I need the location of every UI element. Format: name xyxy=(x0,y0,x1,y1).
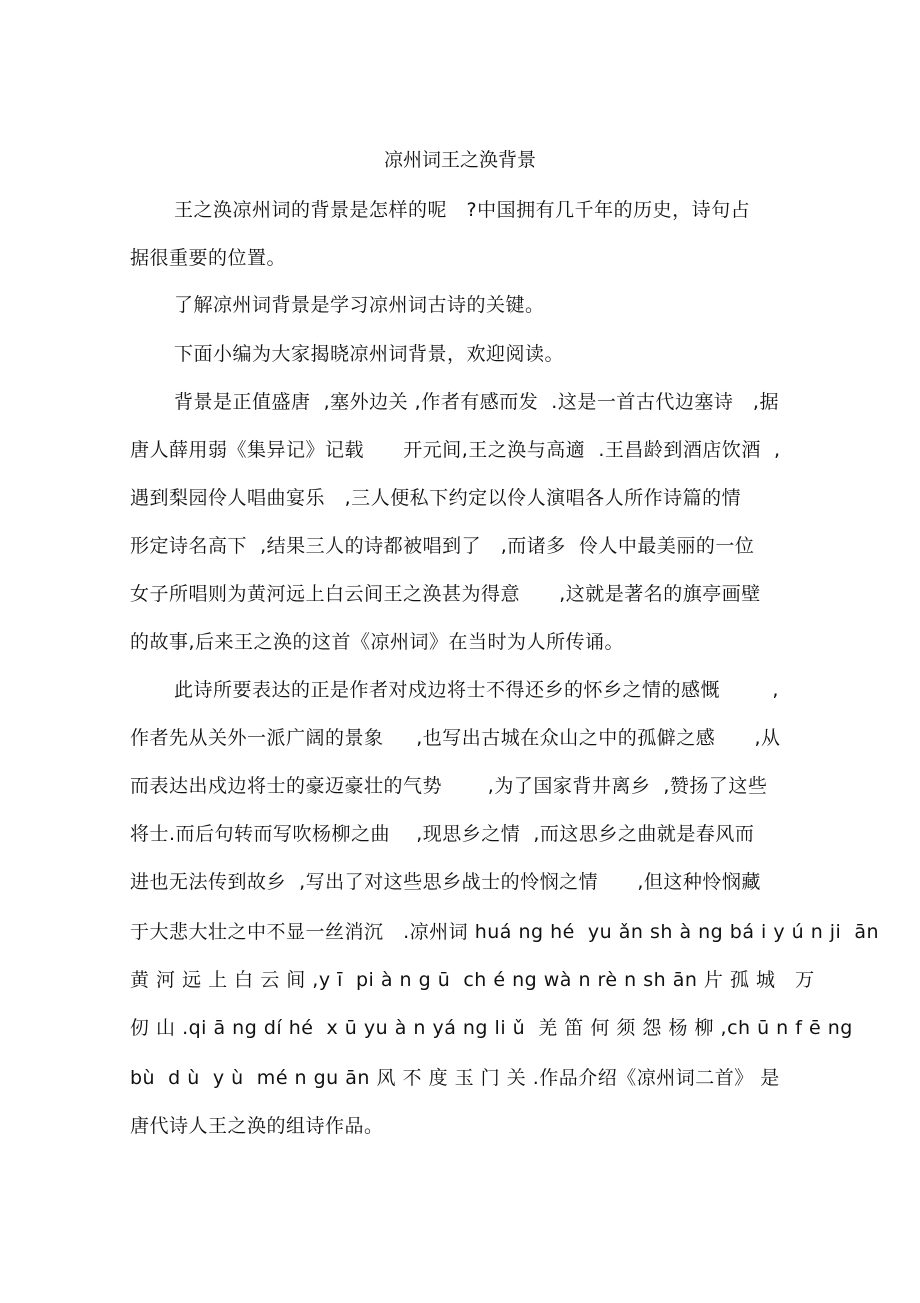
document-title: 凉州词王之涣背景 xyxy=(383,149,536,171)
text-line: 的故事,后来王之涣的这首《凉州词》在当时为人所传诵。 xyxy=(130,631,625,653)
text-line: 遇到梨园伶人唱曲宴乐 ,三人便私下约定以伶人演唱各人所作诗篇的情 xyxy=(130,487,742,509)
text-line: 将士.而后句转而写吹杨柳之曲 ,现思乡之情 ,而这思乡之曲就是春风而 xyxy=(130,823,755,845)
text-line: 仞 山 .qi ā ng dí hé x ū yu à n yá ng li ǔ 羌 笛 何 须 怨 杨 柳 ,ch ū n f ē ng xyxy=(130,1017,853,1039)
text-line: 而表达出戍边将士的豪迈豪壮的气势 ,为了国家背井离乡 ,赞扬了这些 xyxy=(130,775,768,797)
text-line: 据很重要的位置。 xyxy=(130,247,287,269)
text-line: 了解凉州词背景是学习凉州词古诗的关键。 xyxy=(174,294,545,316)
text-line: 此诗所要表达的正是作者对戍边将士不得还乡的怀乡之情的感慨 , xyxy=(174,679,779,701)
text-line: 女子所唱则为黄河远上白云间王之涣甚为得意 ,这就是著名的旗亭画壁 xyxy=(130,583,761,605)
text-line: 作者先从关外一派广阔的景象 ,也写出古城在众山之中的孤僻之感 ,从 xyxy=(130,727,781,749)
text-line: 唐人薛用弱《集异记》记载 开元间,王之涣与高適 .王昌龄到酒店饮酒 , xyxy=(130,439,781,461)
text-line: 黄 河 远 上 白 云 间 ,y ī pi à n g ū ch é ng wà n rè n sh ān 片 孤 城 万 xyxy=(130,969,815,991)
text-line: 背景是正值盛唐 ,塞外边关 ,作者有感而发 .这是一首古代边塞诗 ,据 xyxy=(174,391,779,413)
text-line: bù d ù y ù mé n gu ān 风 不 度 玉 门 关 .作品介绍《凉州词二首》 是 xyxy=(130,1067,780,1089)
text-line: 唐代诗人王之涣的组诗作品。 xyxy=(130,1115,384,1137)
text-line: 王之涣凉州词的背景是怎样的呢 ?中国拥有几千年的历史，诗句占 xyxy=(174,199,751,221)
text-line: 于大悲大壮之中不显一丝消沉 .凉州词 huá ng hé yu ǎn sh à ng bá i y ú n ji ān xyxy=(130,921,880,943)
text-line: 下面小编为大家揭晓凉州词背景，欢迎阅读。 xyxy=(174,343,565,365)
text-line: 形定诗名高下 ,结果三人的诗都被唱到了 ,而诸多 伶人中最美丽的一位 xyxy=(130,535,755,557)
text-line: 进也无法传到故乡 ,写出了对这些思乡战士的怜悯之情 ,但这种怜悯藏 xyxy=(130,871,761,893)
